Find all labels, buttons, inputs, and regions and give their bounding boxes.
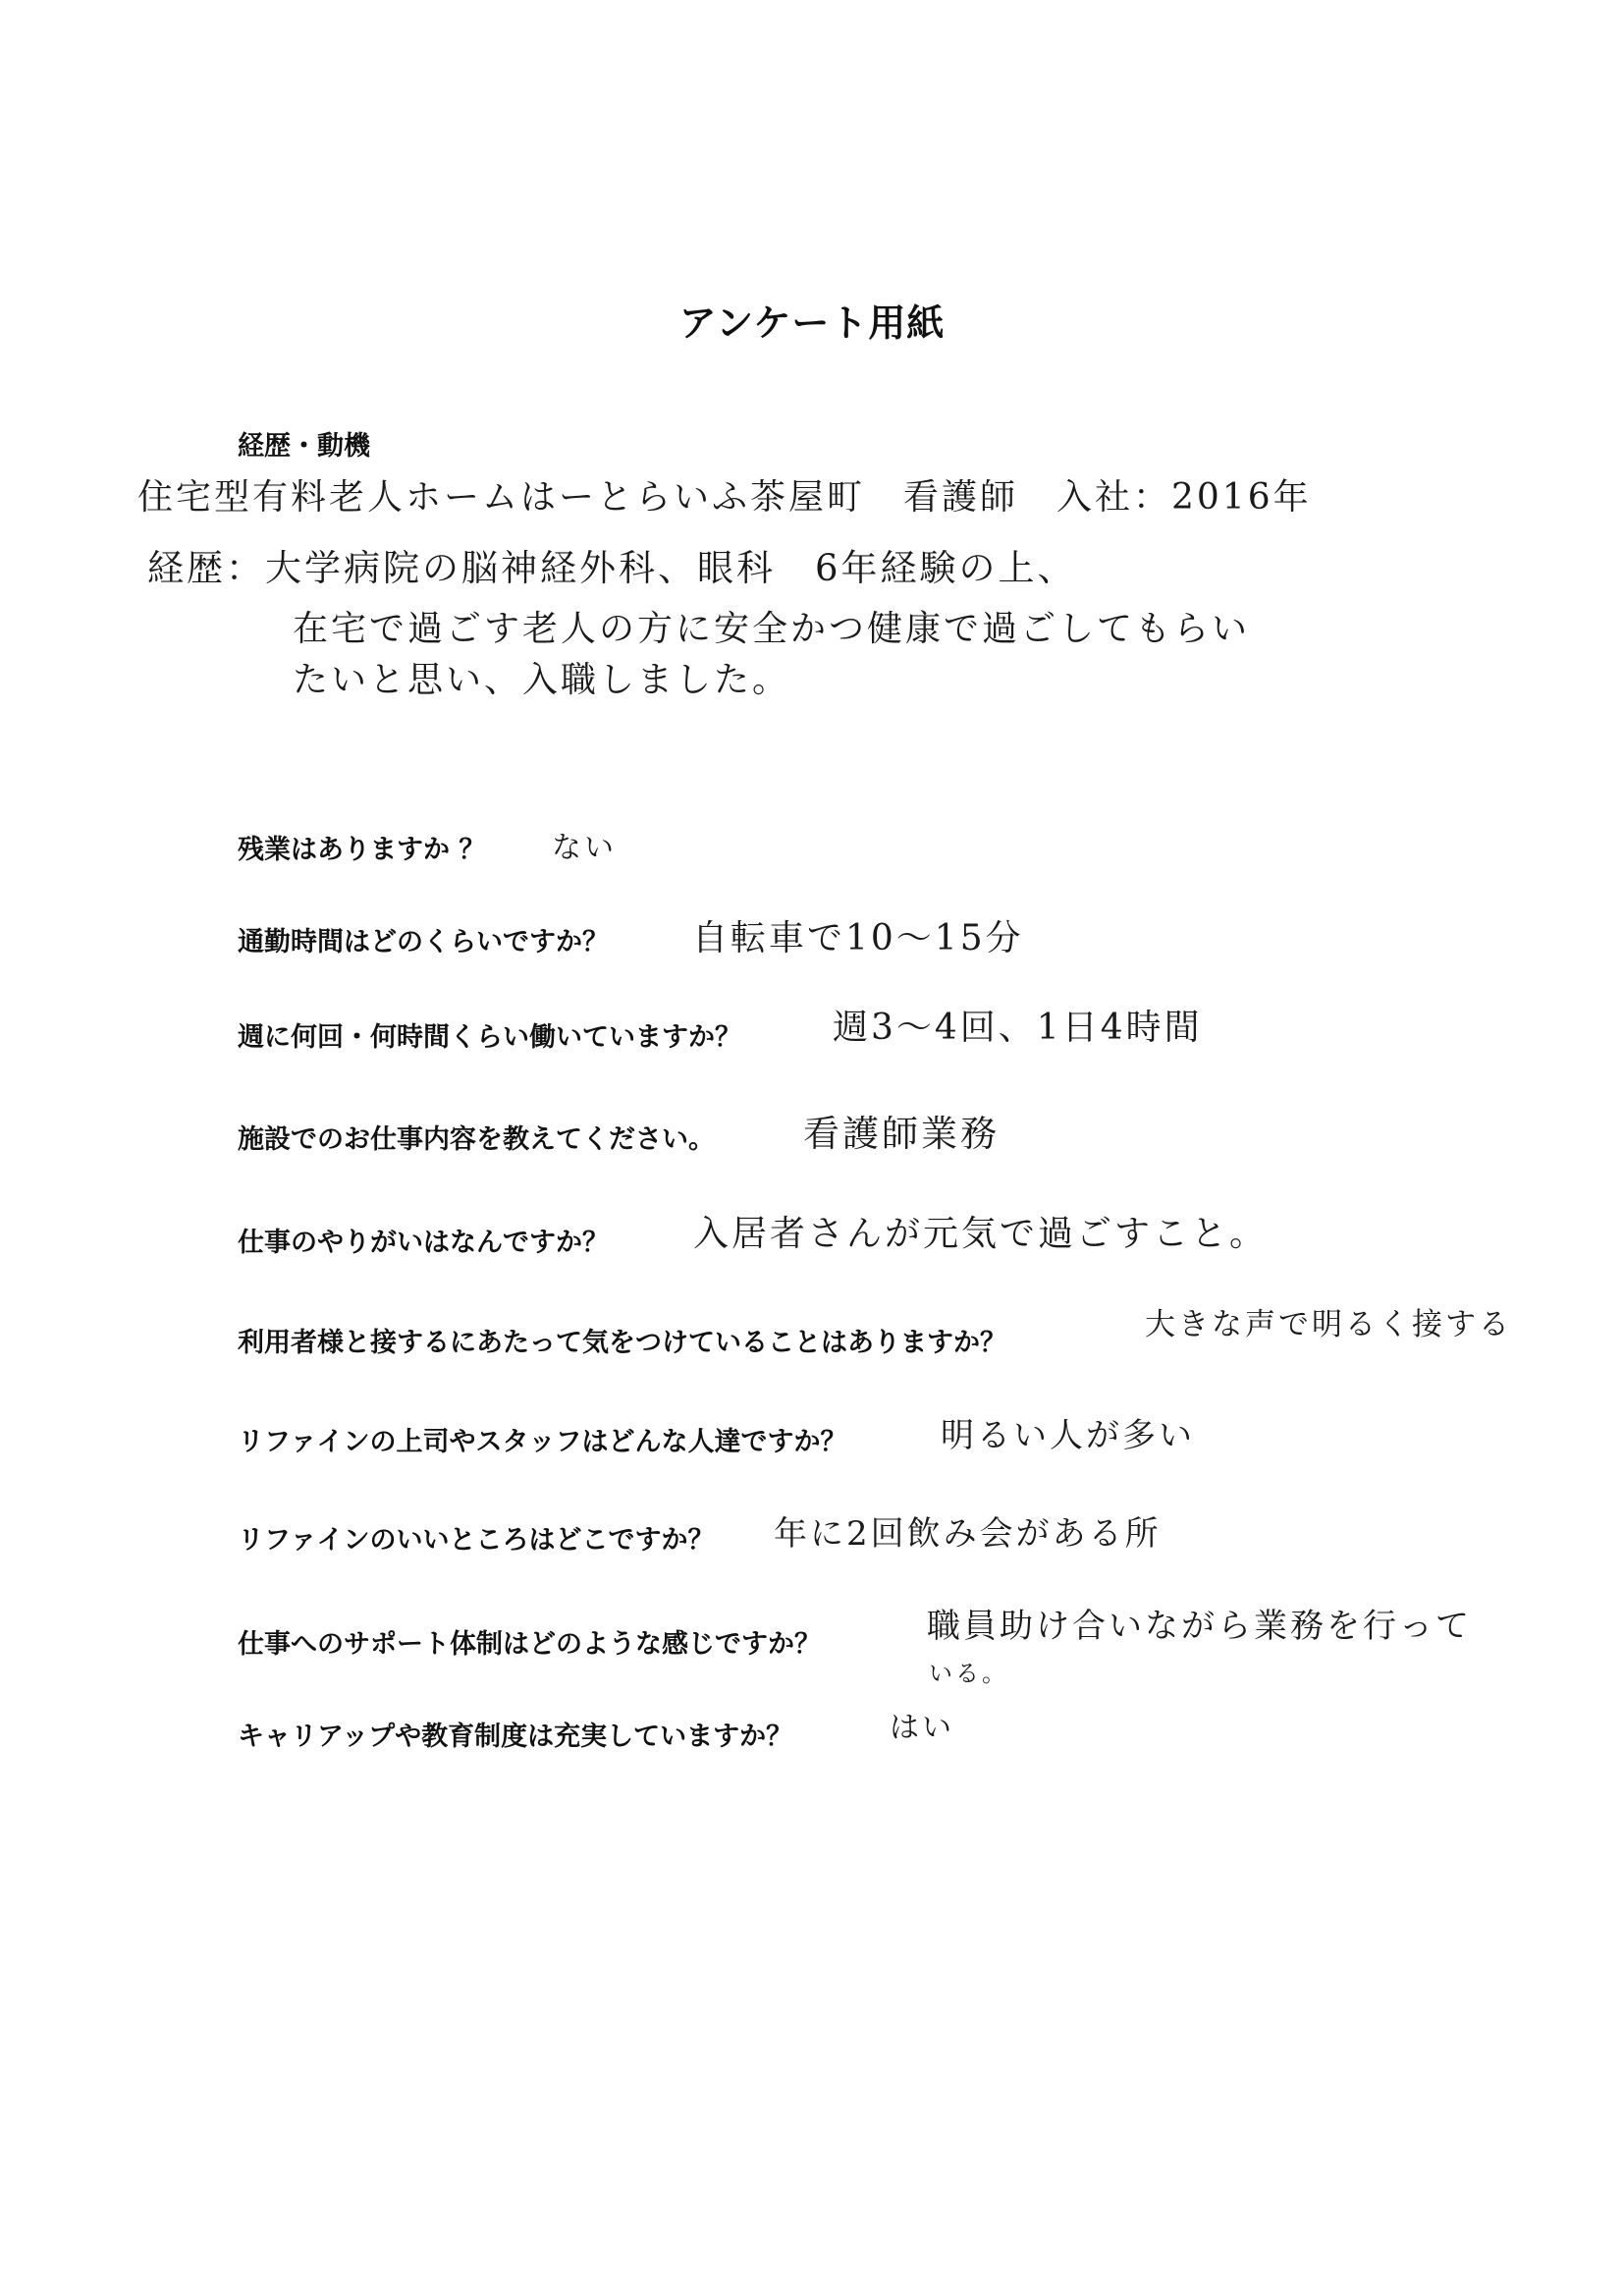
- question-work-frequency: 週に何回・何時間くらい働いていますか？: [238, 1022, 741, 1053]
- answer-commute: 自転車で10～15分: [692, 918, 1024, 958]
- answer-rewarding: 入居者さんが元気で過ごすこと。: [693, 1214, 1269, 1254]
- question-care-points: 利用者様と接するにあたって気をつけていることはありますか？: [238, 1328, 1006, 1358]
- career-line-1: 住宅型有料老人ホームはーとらいふ茶屋町 看護師 入社：2016年: [137, 477, 1312, 518]
- question-overtime: 残業はありますか ？: [238, 835, 486, 865]
- answer-work-frequency: 週3～4回、1日4時間: [833, 1008, 1203, 1048]
- answer-support-system-continued: いる。: [929, 1660, 1008, 1687]
- page-title: アンケート用紙: [678, 301, 946, 345]
- question-rewarding: 仕事のやりがいはなんですか？: [238, 1228, 609, 1258]
- question-career-education: キャリアップや教育制度は充実していますか？: [238, 1722, 793, 1752]
- question-colleagues: リファインの上司やスタッフはどんな人達ですか？: [238, 1427, 847, 1457]
- career-line-2: 経歴：大学病院の脳神経外科、眼科 6年経験の上、: [147, 547, 1077, 589]
- answer-care-points: 大きな声で明るく接する: [1145, 1307, 1512, 1342]
- background-section-label: 経歴・動機: [238, 431, 370, 462]
- career-line-4: たいと思い、入職しました。: [293, 660, 791, 700]
- answer-good-points: 年に2回飲み会がある所: [774, 1514, 1162, 1554]
- question-support-system: 仕事へのサポート体制はどのような感じですか？: [238, 1629, 821, 1660]
- answer-job-content: 看護師業務: [803, 1113, 1000, 1155]
- question-commute: 通勤時間はどのくらいですか？: [238, 927, 609, 957]
- question-job-content: 施設でのお仕事内容を教えてください。: [238, 1124, 715, 1155]
- career-line-3: 在宅で過ごす老人の方に安全かつ健康で過ごしてもらい: [293, 609, 1251, 649]
- answer-colleagues: 明るい人が多い: [941, 1416, 1195, 1455]
- question-good-points: リファインのいいところはどこですか？: [238, 1525, 715, 1556]
- answer-career-education: はい: [890, 1711, 954, 1745]
- answer-support-system: 職員助け合いながら業務を行って: [927, 1607, 1472, 1646]
- answer-overtime: ない: [552, 831, 617, 865]
